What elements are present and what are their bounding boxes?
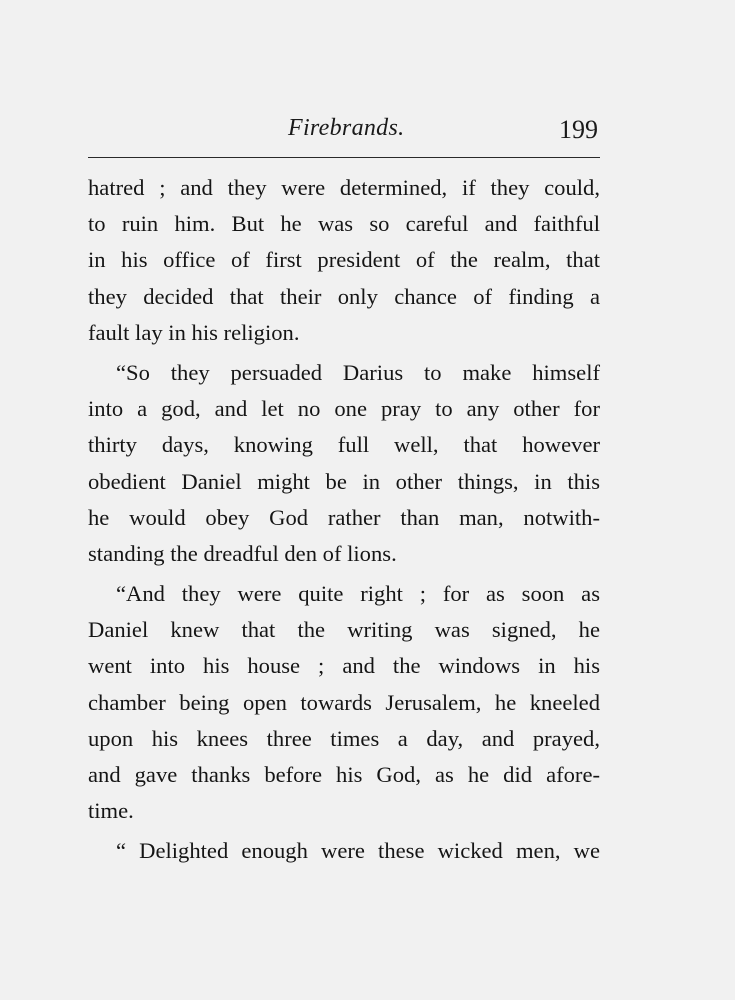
text-line: obedient Daniel might be in other things, in this bbox=[88, 468, 600, 494]
text-line: hatred ; and they were determined, if they could, bbox=[88, 175, 600, 200]
text-line: chamber being open towards Jerusalem, he kneeled bbox=[88, 689, 600, 715]
text-line: upon his knees three times a day, and prayed, bbox=[88, 725, 600, 751]
text-line: “ Delighted enough were these wicked men, we bbox=[116, 838, 600, 864]
header-rule bbox=[88, 157, 600, 158]
text-line: went into his house ; and the windows in his bbox=[88, 653, 600, 679]
text-line: to ruin him. But he was so careful and faithful bbox=[88, 211, 600, 237]
text-line: time. bbox=[88, 798, 134, 824]
body-text bbox=[88, 170, 600, 870]
running-title: Firebrands. bbox=[288, 115, 405, 141]
text-line: Daniel knew that the writing was signed, he bbox=[88, 617, 600, 643]
text-line: in his office of first president of the realm, that bbox=[88, 247, 600, 273]
text-line: they decided that their only chance of finding a bbox=[88, 283, 600, 309]
text-line: fault lay in his religion. bbox=[88, 319, 300, 345]
running-head bbox=[88, 110, 600, 150]
text-line: “And they were quite right ; for as soon as bbox=[116, 581, 600, 607]
text-line: into a god, and let no one pray to any other for bbox=[88, 396, 600, 422]
text-line: thirty days, knowing full well, that however bbox=[88, 432, 600, 458]
text-line: he would obey God rather than man, notwith- bbox=[88, 504, 600, 530]
page-number: 199 bbox=[559, 115, 598, 144]
text-line: standing the dreadful den of lions. bbox=[88, 540, 397, 566]
text-line: “So they persuaded Darius to make himself bbox=[116, 359, 600, 385]
text-line: and gave thanks before his God, as he did afore- bbox=[88, 762, 600, 787]
